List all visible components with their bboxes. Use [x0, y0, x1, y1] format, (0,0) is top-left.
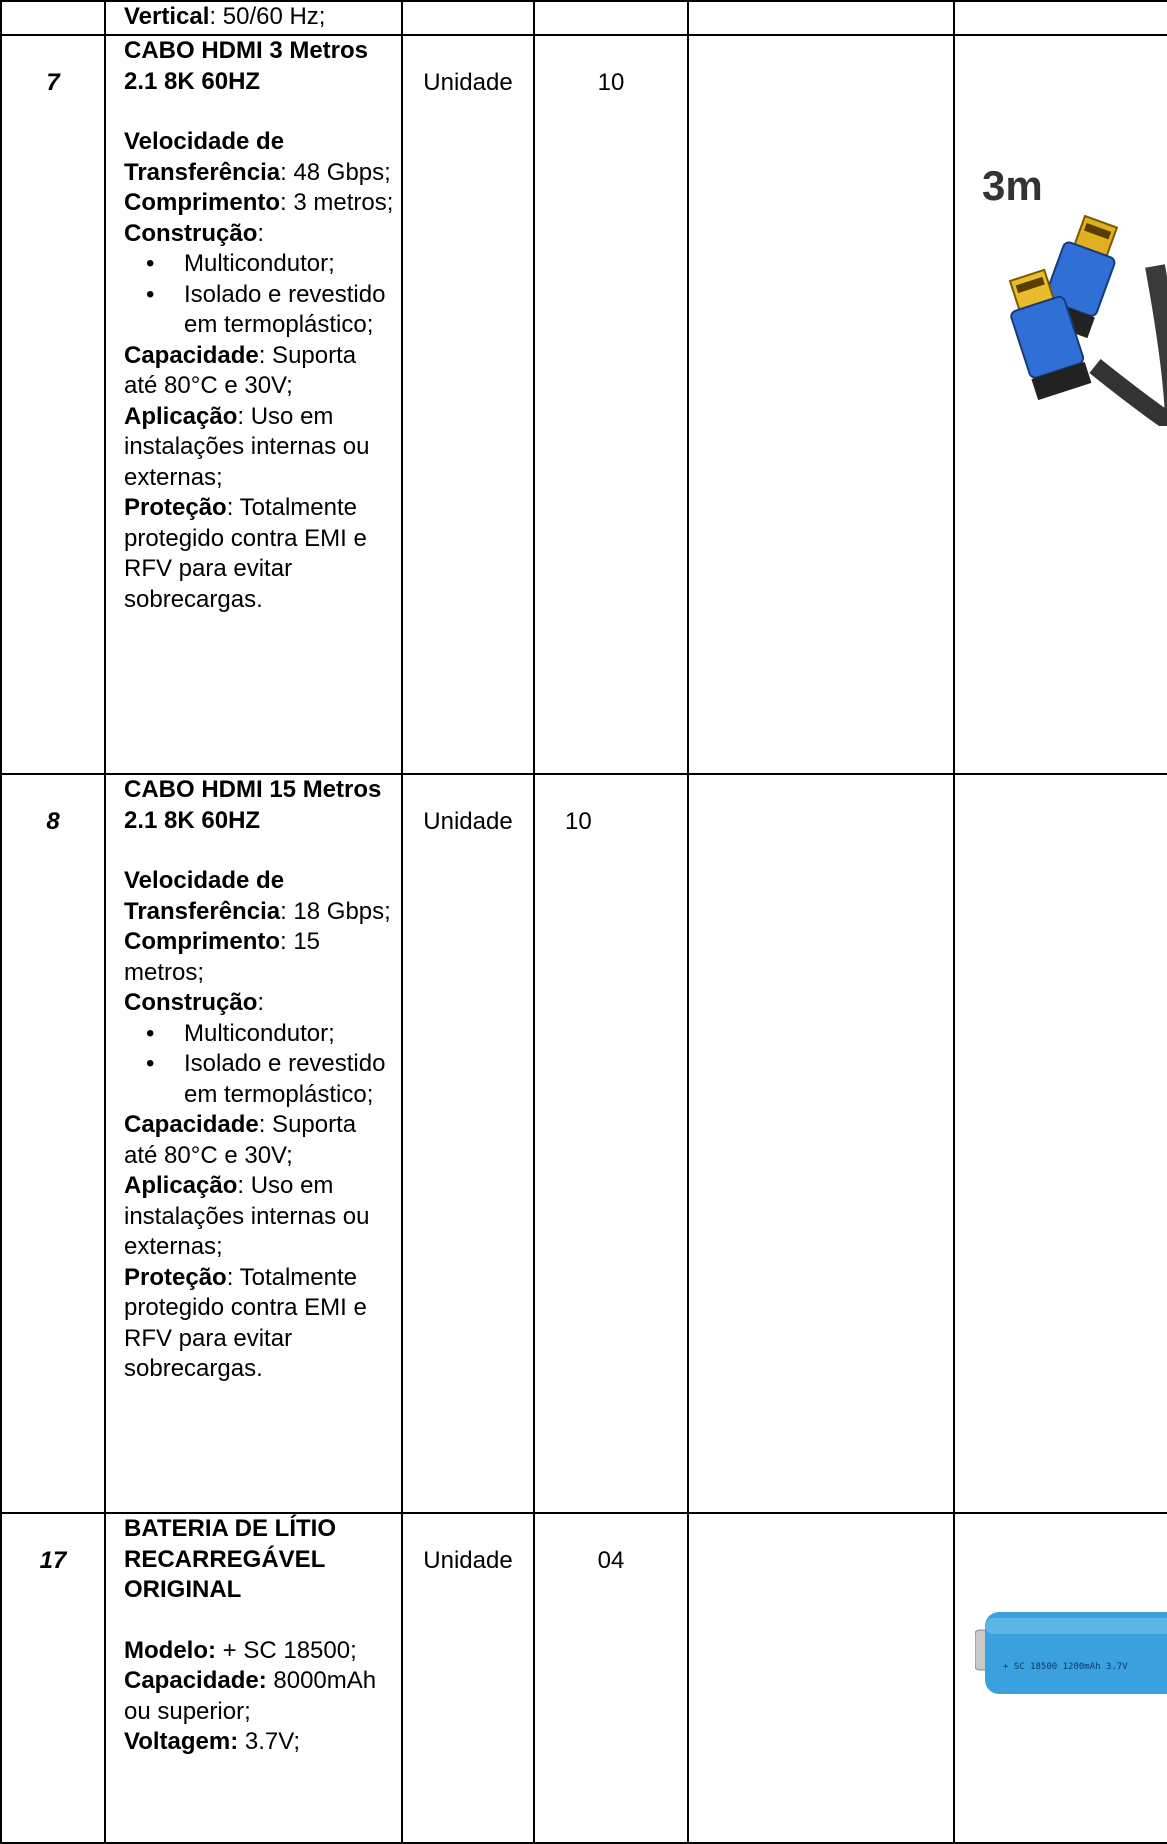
spec-line: Construção: — [124, 989, 265, 1016]
table-row-item-8 — [1, 774, 1167, 1513]
spec-line: Capacidade: Suporta até 80°C e 30V; — [124, 341, 357, 399]
unit-cell — [402, 1, 534, 35]
image-cell — [954, 35, 1167, 774]
spec-line: Aplicação: Uso em instalações internas ou externas; — [124, 1172, 370, 1260]
description-cell — [105, 1513, 402, 1843]
unit-cell: Unidade — [402, 35, 534, 774]
table-row-item-17 — [1, 1513, 1167, 1843]
spec-line: Modelo: + SC 18500; — [124, 1636, 357, 1664]
qty-cell: 10 — [534, 774, 688, 1513]
description-cell — [105, 1, 402, 35]
spec-line: Capacidade: Suporta até 80°C e 30V; — [124, 1111, 357, 1169]
item-number-cell — [1, 1513, 105, 1843]
product-title: CABO HDMI 3 Metros 2.1 8K 60HZ — [124, 37, 369, 95]
product-title: CABO HDMI 15 Metros 2.1 8K 60HZ — [124, 776, 382, 834]
spec-line: Capacidade: 8000mAh ou superior; — [124, 1667, 377, 1725]
unit-cell: Unidade — [402, 774, 534, 1513]
item-number: 17 — [39, 1547, 67, 1574]
list-item: • Isolado e revestido em termoplástico; — [184, 280, 395, 341]
list-item: • Multicondutor; — [184, 1019, 395, 1050]
qty-cell — [534, 1, 688, 35]
list-item: • Multicondutor; — [184, 249, 395, 280]
product-title: BATERIA DE LÍTIO RECARREGÁVEL ORIGINAL — [124, 1515, 336, 1603]
price-cell — [688, 1, 954, 35]
construction-list — [124, 249, 395, 341]
description-cell — [105, 35, 402, 774]
qty-cell: 10 — [534, 35, 688, 774]
table-row-continuation — [1, 1, 1167, 35]
item-number: 7 — [46, 69, 60, 96]
spec-line: Proteção: Totalmente protegido contra EMI e RFV para evitar sobrecargas. — [124, 494, 367, 613]
spec-line: Velocidade de Transferência: 18 Gbps; — [124, 867, 391, 925]
description-cell — [105, 774, 402, 1513]
image-cell — [954, 774, 1167, 1513]
construction-list — [124, 1019, 395, 1111]
spec-line: Vertical: 50/60 Hz; — [124, 3, 326, 30]
cable-length-label: 3m — [982, 162, 1043, 209]
item-number-cell — [1, 774, 105, 1513]
unit-cell: Unidade — [402, 1513, 534, 1843]
spec-line: Voltagem: 3.7V; — [124, 1728, 301, 1755]
spec-line: Comprimento: 15 metros; — [124, 928, 321, 986]
list-item: • Isolado e revestido em termoplástico; — [184, 1049, 395, 1110]
spec-line: Comprimento: 3 metros; — [124, 189, 394, 216]
item-number-cell — [1, 35, 105, 774]
table-row-item-7 — [1, 35, 1167, 774]
price-cell — [688, 1513, 954, 1843]
battery-label: + SC 18500 1200mAh 3.7V — [1003, 1662, 1128, 1672]
item-number: 8 — [46, 808, 60, 835]
item-cell — [1, 1, 105, 35]
price-cell — [688, 774, 954, 1513]
price-cell — [688, 35, 954, 774]
spec-line: Aplicação: Uso em instalações internas ou externas; — [124, 402, 370, 491]
spec-line: Velocidade de Transferência: 48 Gbps; — [124, 128, 391, 186]
qty-cell: 04 — [534, 1513, 688, 1843]
hdmi-cable-image — [975, 176, 1167, 426]
image-cell — [954, 1, 1167, 35]
spec-line: Proteção: Totalmente protegido contra EMI e RFV para evitar sobrecargas. — [124, 1263, 367, 1382]
spec-line: Construção: — [124, 219, 265, 247]
image-cell — [954, 1513, 1167, 1843]
